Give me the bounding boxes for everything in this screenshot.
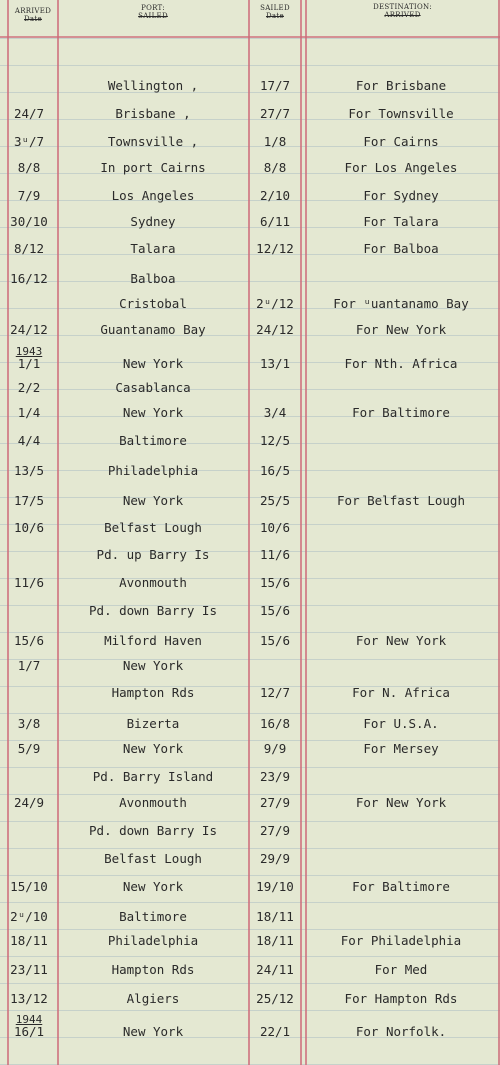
port-name: Pd. down Barry Is [89, 603, 217, 618]
sailed-date: 13/1 [259, 356, 291, 371]
port-name: Avonmouth [119, 575, 187, 590]
sailed-date: 22/1 [259, 1024, 291, 1039]
sailed-date: 16/5 [259, 463, 291, 478]
arrived-date: 24/7 [13, 106, 45, 121]
port-name: Townsville , [107, 134, 199, 149]
sailed-date: 17/7 [259, 78, 291, 93]
port-name: Philadelphia [107, 463, 199, 478]
sailed-date: 3/4 [263, 405, 287, 420]
port-name: New York [122, 741, 184, 756]
arrived-date: 3ᵘ/7 [13, 134, 45, 149]
arrived-date: 13/5 [13, 463, 45, 478]
arrived-date: 15/6 [13, 633, 45, 648]
header-rule [0, 36, 500, 38]
sailed-date: 11/6 [259, 547, 291, 562]
port-name: Talara [130, 241, 176, 256]
sailed-date: 12/5 [259, 433, 291, 448]
header-destination-label: DESTINATION: [373, 3, 432, 11]
header-port-struck: SAILED [138, 12, 168, 20]
port-name: New York [122, 879, 184, 894]
sailed-date: 2ᵘ/12 [256, 296, 294, 311]
port-name: Wellington , [107, 78, 199, 93]
sailed-date: 16/8 [259, 716, 291, 731]
destination: For Brisbane [355, 78, 447, 93]
header-arrived-struck: Date [24, 15, 42, 23]
destination: For Sydney [363, 188, 439, 203]
sailed-date: 15/6 [259, 603, 291, 618]
port-name: New York [122, 493, 184, 508]
destination: For Hampton Rds [344, 991, 458, 1006]
arrived-date: 16/1 [13, 1024, 45, 1039]
arrived-date: 1/7 [17, 658, 41, 673]
sailed-date: 6/11 [259, 214, 291, 229]
port-name: Balboa [130, 271, 176, 286]
arrived-date: 7/9 [17, 188, 41, 203]
destination: For Med [374, 962, 428, 977]
destination: For Cairns [363, 134, 439, 149]
port-name: Sydney [130, 214, 176, 229]
destination: For U.S.A. [363, 716, 439, 731]
arrived-date: 5/9 [17, 741, 41, 756]
destination: For Balboa [363, 241, 439, 256]
arrived-date: 2ᵘ/10 [10, 909, 48, 924]
destination: For Townsville [348, 106, 454, 121]
port-name: Hampton Rds [111, 962, 195, 977]
port-name: Cristobal [119, 296, 187, 311]
sailed-date: 19/10 [256, 879, 294, 894]
header-port [58, 4, 248, 20]
arrived-date: 10/6 [13, 520, 45, 535]
port-name: Belfast Lough [104, 851, 202, 866]
sailed-date: 15/6 [259, 633, 291, 648]
destination: For New York [355, 633, 447, 648]
sailed-date: 18/11 [256, 933, 294, 948]
port-name: Baltimore [119, 909, 187, 924]
sailed-date: 8/8 [263, 160, 287, 175]
arrived-date: 30/10 [10, 214, 48, 229]
header-sailed-label: SAILED [260, 4, 290, 12]
port-name: Avonmouth [119, 795, 187, 810]
sailed-date: 27/9 [259, 823, 291, 838]
sailed-date: 29/9 [259, 851, 291, 866]
sailed-date: 24/12 [256, 322, 294, 337]
header-port-label: PORT: [141, 4, 165, 12]
destination: For N. Africa [352, 685, 450, 700]
arrived-date: 24/9 [13, 795, 45, 810]
sailed-date: 2/10 [259, 188, 291, 203]
destination: For Baltimore [352, 879, 450, 894]
sailed-date: 25/5 [259, 493, 291, 508]
sailed-date: 23/9 [259, 769, 291, 784]
port-name: Casablanca [115, 380, 191, 395]
port-name: In port Cairns [100, 160, 206, 175]
header-arrived [8, 7, 58, 23]
port-name: New York [122, 356, 184, 371]
destination: For Los Angeles [344, 160, 458, 175]
port-name: Hampton Rds [111, 685, 195, 700]
arrived-date: 4/4 [17, 433, 41, 448]
year-label: 1944 [15, 1013, 43, 1026]
arrived-date: 24/12 [10, 322, 48, 337]
port-name: Belfast Lough [104, 520, 202, 535]
port-name: New York [122, 1024, 184, 1039]
arrived-date: 13/12 [10, 991, 48, 1006]
arrived-date: 15/10 [10, 879, 48, 894]
column-rule [305, 0, 307, 1065]
sailed-date: 1/8 [263, 134, 287, 149]
sailed-date: 9/9 [263, 741, 287, 756]
header-sailed-struck: Date [266, 12, 284, 20]
destination: For Talara [363, 214, 439, 229]
header-destination-struck: ARRIVED [384, 11, 421, 19]
port-name: New York [122, 405, 184, 420]
destination: For Mersey [363, 741, 439, 756]
destination: For Nth. Africa [344, 356, 458, 371]
destination: For New York [355, 322, 447, 337]
port-name: Pd. down Barry Is [89, 823, 217, 838]
arrived-date: 23/11 [10, 962, 48, 977]
destination: For Philadelphia [340, 933, 462, 948]
arrived-date: 3/8 [17, 716, 41, 731]
arrived-date: 2/2 [17, 380, 41, 395]
arrived-date: 18/11 [10, 933, 48, 948]
port-name: Philadelphia [107, 933, 199, 948]
arrived-date: 17/5 [13, 493, 45, 508]
port-name: Algiers [126, 991, 180, 1006]
destination: For ᵘuantanamo Bay [333, 296, 469, 311]
port-name: Bizerta [126, 716, 180, 731]
year-label: 1943 [15, 345, 43, 358]
destination: For Baltimore [352, 405, 450, 420]
sailed-date: 27/7 [259, 106, 291, 121]
sailed-date: 15/6 [259, 575, 291, 590]
arrived-date: 16/12 [10, 271, 48, 286]
port-name: Baltimore [119, 433, 187, 448]
sailed-date: 27/9 [259, 795, 291, 810]
arrived-date: 1/4 [17, 405, 41, 420]
port-name: Pd. up Barry Is [96, 547, 210, 562]
destination: For New York [355, 795, 447, 810]
port-name: New York [122, 658, 184, 673]
arrived-date: 1/1 [17, 356, 41, 371]
sailed-date: 10/6 [259, 520, 291, 535]
port-name: Guantanamo Bay [100, 322, 206, 337]
arrived-date: 11/6 [13, 575, 45, 590]
port-name: Brisbane , [115, 106, 191, 121]
sailed-date: 24/11 [256, 962, 294, 977]
destination: For Belfast Lough [337, 493, 465, 508]
header-destination [305, 3, 500, 19]
sailed-date: 25/12 [256, 991, 294, 1006]
port-name: Los Angeles [111, 188, 195, 203]
header-arrived-label: ARRIVED [14, 7, 52, 15]
arrived-date: 8/12 [13, 241, 45, 256]
column-rule [300, 0, 302, 1065]
arrived-date: 8/8 [17, 160, 41, 175]
sailed-date: 18/11 [256, 909, 294, 924]
port-name: Milford Haven [104, 633, 202, 648]
header-sailed [250, 4, 300, 20]
destination: For Norfolk. [355, 1024, 447, 1039]
port-name: Pd. Barry Island [92, 769, 214, 784]
sailed-date: 12/7 [259, 685, 291, 700]
sailed-date: 12/12 [256, 241, 294, 256]
